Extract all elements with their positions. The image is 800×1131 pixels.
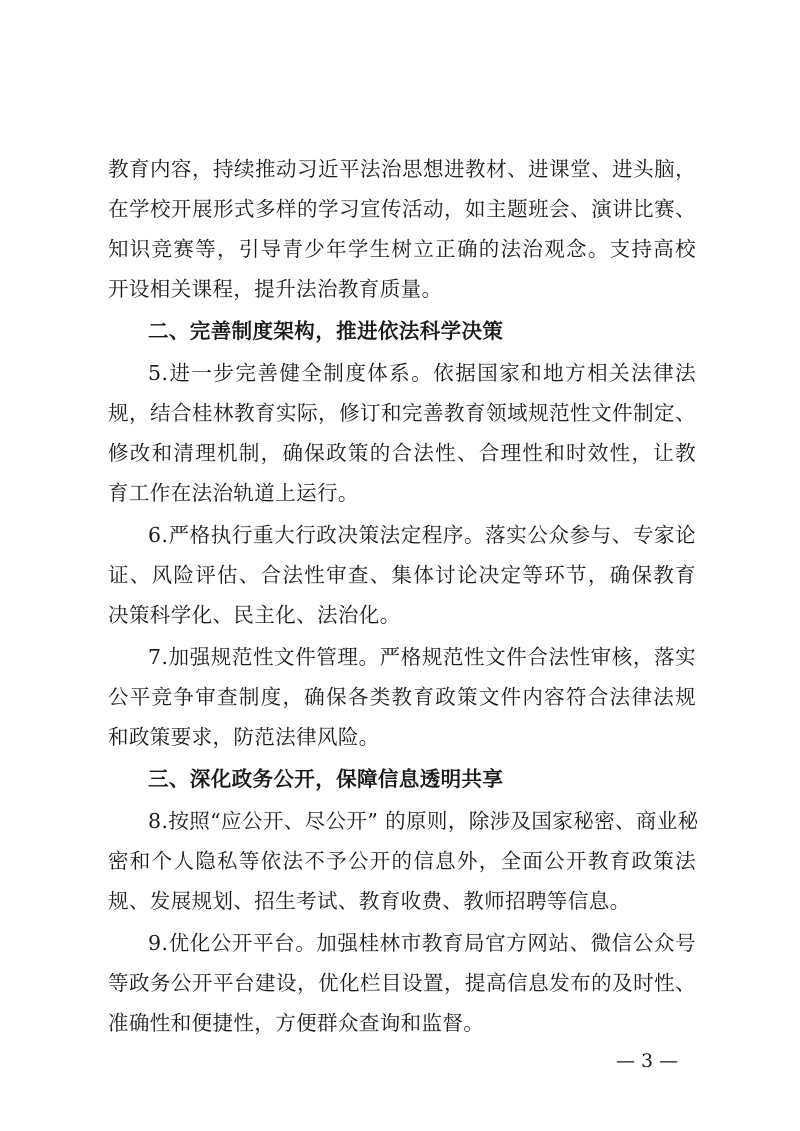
- paragraph-line: 在学校开展形式多样的学习宣传活动，如主题班会、演讲比赛、: [108, 197, 696, 221]
- paragraph-line: 规、发展规划、招生考试、教育收费、教师招聘等信息。: [108, 889, 631, 913]
- paragraph-line: 教育内容，持续推动习近平法治思想进教材、进课堂、进头脑，: [108, 157, 696, 181]
- section-heading-2: 二、完善制度架构，推进依法科学决策: [148, 319, 504, 343]
- paragraph-line: 7.加强规范性文件管理。严格规范性文件合法性审核，落实: [148, 645, 696, 669]
- paragraph-line: 准确性和便捷性，方便群众查询和监督。: [108, 1011, 485, 1035]
- paragraph-line: 9.优化公开平台。加强桂林市教育局官方网站、微信公众号: [148, 931, 696, 955]
- paragraph-line: 和政策要求，防范法律风险。: [108, 725, 380, 749]
- paragraph-line: 8.按照“应公开、尽公开” 的原则，除涉及国家秘密、商业秘: [148, 809, 699, 833]
- paragraph-line: 密和个人隐私等依法不予公开的信息外，全面公开教育政策法: [108, 849, 696, 873]
- paragraph-line: 6.严格执行重大行政决策法定程序。落实公众参与、专家论: [148, 523, 696, 547]
- paragraph-line: 等政务公开平台建设，优化栏目设置，提高信息发布的及时性、: [108, 971, 696, 995]
- paragraph-line: 知识竞赛等，引导青少年学生树立正确的法治观念。支持高校: [108, 237, 696, 261]
- paragraph-line: 规，结合桂林教育实际，修订和完善教育领域规范性文件制定、: [108, 401, 696, 425]
- paragraph-line: 证、风险评估、合法性审查、集体讨论决定等环节，确保教育: [108, 563, 696, 587]
- section-heading-3: 三、深化政务公开，保障信息透明共享: [148, 767, 504, 791]
- paragraph-line: 修改和清理机制，确保政策的合法性、合理性和时效性，让教: [108, 441, 696, 465]
- paragraph-line: 5.进一步完善健全制度体系。依据国家和地方相关法律法: [148, 361, 696, 385]
- page-number: — 3 —: [616, 1050, 679, 1072]
- paragraph-line: 育工作在法治轨道上运行。: [108, 481, 359, 505]
- paragraph-line: 开设相关课程，提升法治教育质量。: [108, 277, 443, 301]
- paragraph-line: 决策科学化、民主化、法治化。: [108, 603, 401, 627]
- paragraph-line: 公平竞争审查制度，确保各类教育政策文件内容符合法律法规: [108, 685, 696, 709]
